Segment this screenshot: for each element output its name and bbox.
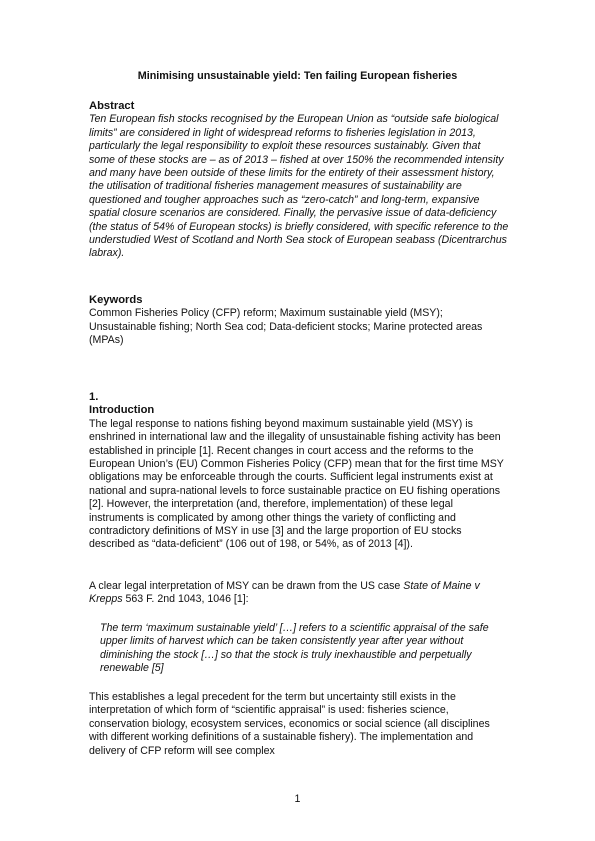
intro-paragraph-2 (89, 580, 509, 607)
para2-text-end: 563 F. 2nd 1043, 1046 [1]: (122, 593, 249, 606)
intro-paragraph-3: This establishes a legal precedent for the term but uncertainty still exists in the interpretation of which form of “scientific appraisal” is used: fisheries science, conservation biology, ecosystem services, economics or social science (all disciplines with different working definitions of a sustainable fishery). The implementation and delivery of CFP reform will see complex (89, 691, 490, 757)
section-heading: Introduction (89, 404, 155, 417)
abstract-section (89, 100, 509, 261)
keywords-heading: Keywords (89, 294, 143, 306)
keywords-body: Common Fisheries Policy (CFP) reform; Maximum sustainable yield (MSY); Unsustainable fishing; North Sea cod; Data-deficient stocks; Marine protected areas (MPAs) (89, 307, 483, 347)
section-number: 1. (89, 391, 99, 403)
paper-title: Minimising unsustainable yield: Ten failing European fisheries (137, 70, 458, 82)
page-number: 1 (294, 793, 301, 805)
abstract-heading: Abstract (89, 100, 135, 112)
keywords-section (89, 294, 509, 348)
introduction-section (89, 391, 509, 552)
block-quote: The term ‘maximum sustainable yield’ […] refers to a scientific appraisal of the safe upper limits of harvest which can be taken consistently year after year without diminishing the stock […] so that the stock is truly inexhaustible and perpetually renewable [5] (100, 622, 489, 675)
para2-text-start: A clear legal interpretation of MSY can be drawn from the US case (89, 580, 404, 592)
intro-paragraph-1: The legal response to nations fishing beyond maximum sustainable yield (MSY) is enshrined in international law and the illegality of unsustainable fishing activity has been established in principle [1]. Recent changes in court access and the reforms to the European Union’s (EU) Common Fisheries Policy (CFP) mean that for the first time MSY obligations may be enforceable through the courts. Sufficient legal instruments exist at national and supra-national levels to force sustainable practice on EU fishing operations [2]. However, the interpretation (and, therefore, implementation) of these legal instruments is complicated by among other things the variety of conflicting and contradictory definitions of MSY in use [3] and the large proportion of EU stocks described as “data-deficient” (106 out of 198, or 54%, as of 2013 [4]). (89, 417, 504, 551)
case-name: State of Maine v Krepps (89, 580, 480, 606)
abstract-body: Ten European fish stocks recognised by the European Union as “outside safe biological limits” are considered in light of widespread reforms to fisheries legislation in 2013, particularly the legal responsibility to exploit these resources sustainably. Given that some of these stocks are – as of 2013 – fished at over 150% the recommended intensity and many have been outside of these limits for the entirety of their assessment history, the utilisation of traditional fisheries management measures of sustainability are questioned and tougher approaches such as “zero-catch” and long-term, expansive spatial closure scenarios are considered. Finally, the pervasive issue of data-deficiency (the status of 54% of European stocks) is briefly considered, with specific reference to the understudied West of Scotland and North Sea stock of European seabass (Dicentrarchus labrax). (89, 113, 509, 260)
